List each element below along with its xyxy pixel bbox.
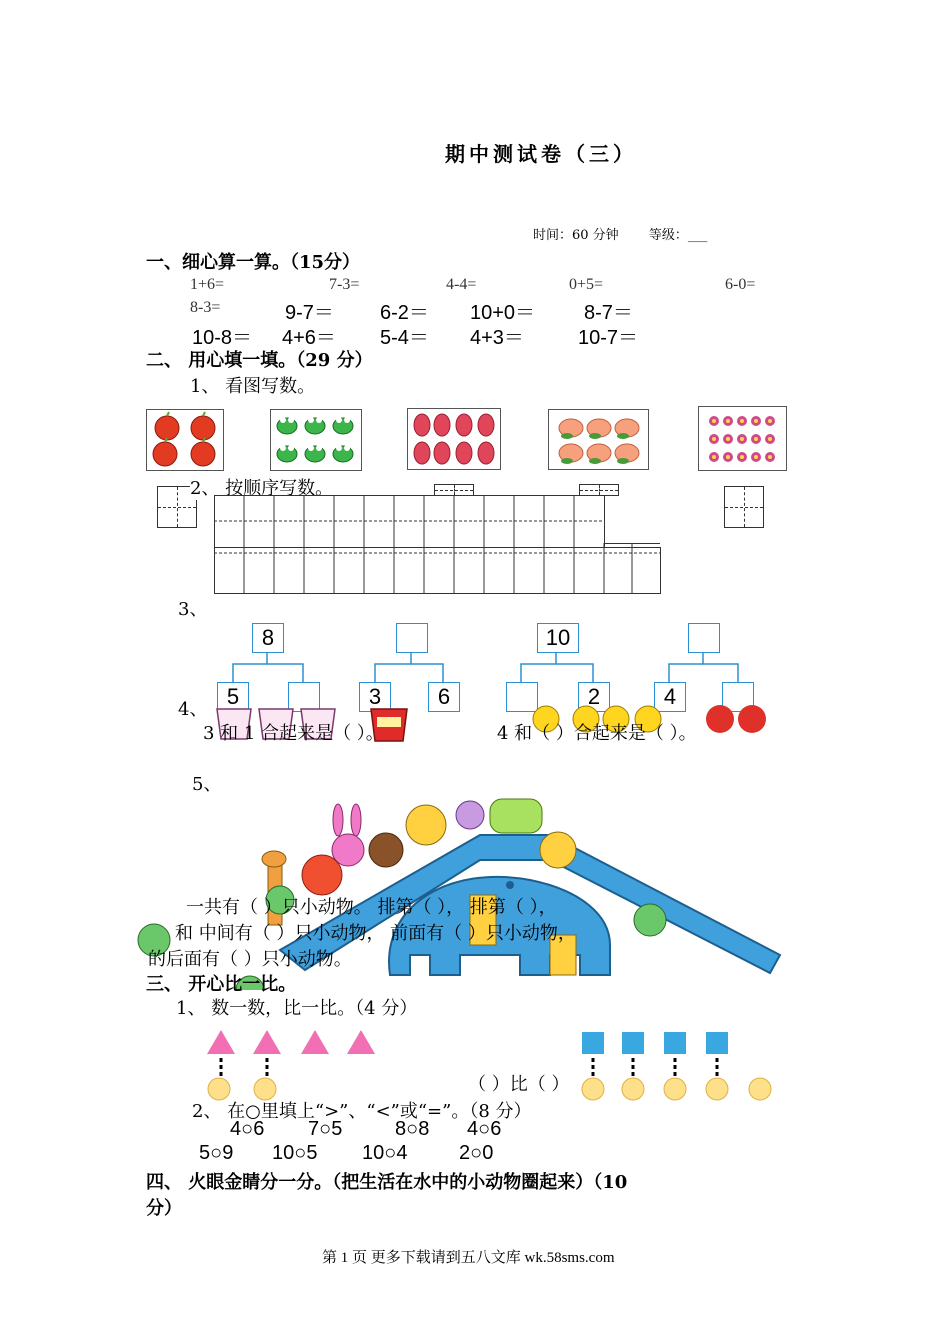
calc-3-2: 4+6＝ <box>282 327 336 349</box>
apples-picture <box>146 409 224 471</box>
page-title: 期中测试卷（三） <box>445 142 637 166</box>
square-icon <box>664 1032 686 1054</box>
dog-icon <box>634 904 666 936</box>
bear-icon <box>369 833 403 867</box>
calc-3-5: 10-7＝ <box>578 327 639 349</box>
calc-3-3: 5-4＝ <box>380 327 429 349</box>
sequence-writing-grid[interactable] <box>214 495 664 595</box>
q2-5-line-1: 一共有（ ）只小动物。 排第（ ）， 排第（ ）， <box>186 897 557 918</box>
peach-icon <box>549 410 648 469</box>
calc-2-1: 8-3= <box>190 299 221 316</box>
bond-top-box[interactable] <box>688 623 720 653</box>
calc-2-5: 8-7＝ <box>584 302 633 324</box>
chicken-icon <box>540 832 576 868</box>
q3-1-label: 1、 数一数，比一比。（4 分） <box>176 998 418 1019</box>
triangles-circles-figure <box>195 1026 380 1106</box>
apple-icon <box>147 410 223 470</box>
q2-3-label: 3、 <box>178 599 208 620</box>
circle-icon <box>622 1078 644 1100</box>
compare-2-3[interactable]: 10○4 <box>362 1142 408 1164</box>
bond-left-box[interactable]: 5 <box>217 682 249 712</box>
q2-5-label: 5、 <box>192 774 222 795</box>
mouse-icon <box>456 801 484 829</box>
square-icon <box>622 1032 644 1054</box>
answer-box[interactable] <box>724 486 764 528</box>
section-2-heading: 二、 用心填一填。（29 分） <box>146 350 373 371</box>
calc-1-4: 0+5= <box>569 276 604 293</box>
compare-1-2[interactable]: 7○5 <box>308 1118 343 1140</box>
compare-sentence: （ ）比（ ） <box>468 1074 570 1095</box>
circle-icon <box>664 1078 686 1100</box>
frogs-picture <box>270 409 362 471</box>
triangle-icon <box>253 1030 281 1054</box>
calc-3-4: 4+3＝ <box>470 327 524 349</box>
square-icon <box>706 1032 728 1054</box>
section-3-heading: 三、 开心比一比。 <box>146 974 297 995</box>
compare-2-1[interactable]: 5○9 <box>199 1142 234 1164</box>
q2-5-line-2: 和 中间有（ ）只小动物， 前面有（ ）只小动物， <box>175 923 576 944</box>
leopard-icon <box>406 805 446 845</box>
circle-icon <box>706 1078 728 1100</box>
bond-top-box[interactable] <box>396 623 428 653</box>
fish-icon <box>408 409 500 469</box>
compare-1-3[interactable]: 8○8 <box>395 1118 430 1140</box>
squares-circles-figure <box>570 1026 780 1106</box>
q2-5-line-3: 的后面有（ ）只小动物。 <box>148 949 352 970</box>
calc-2-3: 6-2＝ <box>380 302 429 324</box>
flowers-picture <box>698 406 787 471</box>
q2-4-label: 4、 <box>178 699 208 720</box>
calc-1-2: 7-3= <box>329 276 360 293</box>
circle-icon <box>582 1078 604 1100</box>
q2-4-left-text: 3 和 1 合起来是（ ）。 <box>203 723 384 744</box>
q3-2-label: 2、 在○里填上“>”、“<”或“=”。（8 分） <box>192 1101 532 1122</box>
compare-1-1[interactable]: 4○6 <box>230 1118 265 1140</box>
frog-icon <box>271 410 361 470</box>
triangle-icon <box>301 1030 329 1054</box>
rabbit-icon <box>332 804 364 866</box>
q2-4-right-text: 4 和（ ）合起来是（ ）。 <box>497 723 697 744</box>
bond-top-box[interactable]: 10 <box>537 623 579 653</box>
calc-1-5: 6-0= <box>725 276 756 293</box>
bond-right-box[interactable]: 6 <box>428 682 460 712</box>
circle-icon <box>749 1078 771 1100</box>
triangle-icon <box>207 1030 235 1054</box>
calc-1-3: 4-4= <box>446 276 477 293</box>
compare-1-4[interactable]: 4○6 <box>467 1118 502 1140</box>
bond-top-box[interactable]: 8 <box>252 623 284 653</box>
fish-picture <box>407 408 501 470</box>
compare-2-2[interactable]: 10○5 <box>272 1142 318 1164</box>
calc-1-1: 1+6= <box>190 276 225 293</box>
time-limit: 时间：60 分钟 <box>533 228 619 243</box>
bond-left-box[interactable]: 3 <box>359 682 391 712</box>
q2-1-label: 1、 看图写数。 <box>190 376 316 397</box>
cow-icon <box>490 799 542 833</box>
peaches-picture <box>548 409 649 470</box>
calc-2-2: 9-7＝ <box>285 302 334 324</box>
section-1-heading: 一、细心算一算。（15分） <box>146 252 361 273</box>
q2-2-label: 2、 按顺序写数。 <box>190 474 337 500</box>
bond-left-box[interactable]: 4 <box>654 682 686 712</box>
bond-right-box[interactable]: 2 <box>578 682 610 712</box>
tiger-icon <box>302 855 342 895</box>
triangle-icon <box>347 1030 375 1054</box>
calc-3-1: 10-8＝ <box>192 327 253 349</box>
grade-field: 等级：___ <box>648 228 708 243</box>
section-4-heading-cont: 分） <box>146 1198 182 1219</box>
page-footer: 第 1 页 更多下载请到五八文库 wk.58sms.com <box>322 1250 615 1266</box>
square-icon <box>582 1032 604 1054</box>
calc-2-4: 10+0＝ <box>470 302 536 324</box>
exam-meta <box>533 224 707 243</box>
compare-2-4[interactable]: 2○0 <box>459 1142 494 1164</box>
flower-icon <box>699 407 786 470</box>
section-4-heading: 四、 火眼金睛分一分。（把生活在水中的小动物圈起来）（10 <box>146 1172 628 1193</box>
